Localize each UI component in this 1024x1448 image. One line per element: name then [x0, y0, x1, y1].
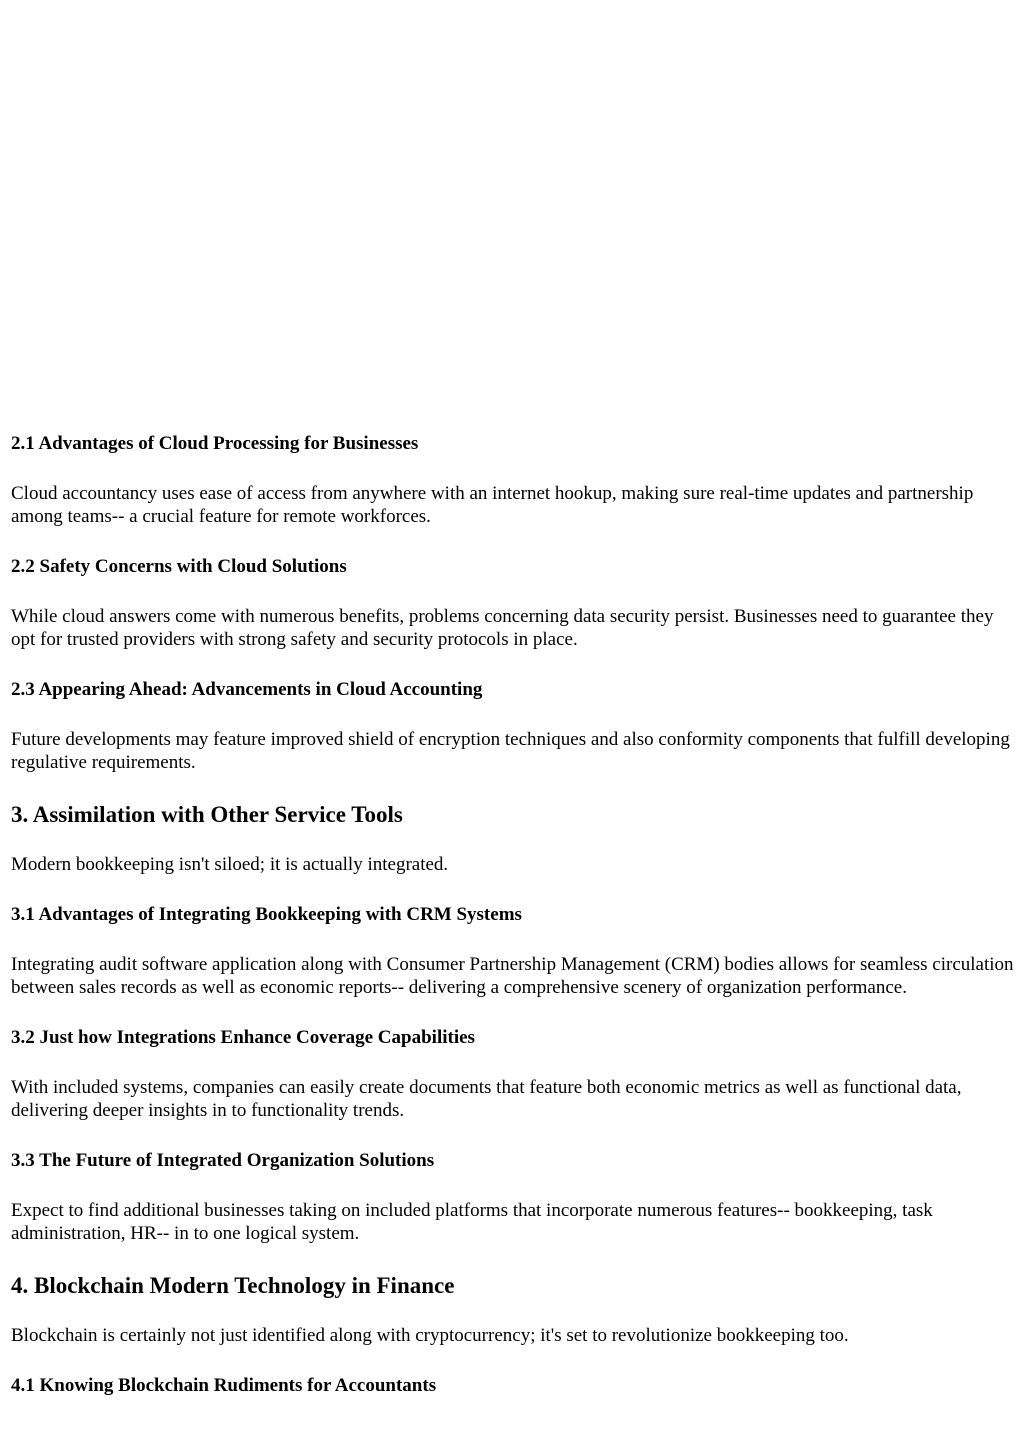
heading-4: 4. Blockchain Modern Technology in Finance	[11, 1273, 455, 1298]
paragraph-3-2: With included systems, companies can easily create documents that feature both economic metrics as well as functional data, delivering deeper insights in to functionality trends.	[11, 1077, 962, 1121]
paragraph-2-3: Future developments may feature improved shield of encryption techniques and also conformity components that fulfill developing regulative requirements.	[11, 729, 1010, 773]
heading-2-3: 2.3 Appearing Ahead: Advancements in Cloud Accounting	[11, 679, 483, 700]
paragraph-3-3: Expect to find additional businesses taking on included platforms that incorporate numerous features-- bookkeeping, task administration, HR-- in to one logical system.	[11, 1200, 933, 1244]
document-body	[11, 432, 1014, 1398]
heading-4-1: 4.1 Knowing Blockchain Rudiments for Accountants	[11, 1375, 437, 1396]
heading-3-3: 3.3 The Future of Integrated Organization Solutions	[11, 1150, 435, 1171]
paragraph-4-intro: Blockchain is certainly not just identified along with cryptocurrency; it's set to revolutionize bookkeeping too.	[11, 1325, 849, 1346]
heading-3-1: 3.1 Advantages of Integrating Bookkeeping with CRM Systems	[11, 904, 522, 925]
heading-3-2: 3.2 Just how Integrations Enhance Coverage Capabilities	[11, 1027, 475, 1048]
heading-2-2: 2.2 Safety Concerns with Cloud Solutions	[11, 556, 347, 577]
paragraph-2-1: Cloud accountancy uses ease of access from anywhere with an internet hookup, making sure real-time updates and partnership among teams-- a crucial feature for remote workforces.	[11, 483, 974, 527]
paragraph-3-1: Integrating audit software application along with Consumer Partnership Management (CRM) bodies allows for seamless circulation between sales records as well as economic reports-- delivering a comprehensive scenery of organization performance.	[11, 954, 1014, 998]
paragraph-2-2: While cloud answers come with numerous benefits, problems concerning data security persist. Businesses need to guarantee they opt for trusted providers with strong safety and security protocols in place.	[11, 606, 994, 650]
heading-3: 3. Assimilation with Other Service Tools	[11, 802, 403, 827]
heading-2-1: 2.1 Advantages of Cloud Processing for Businesses	[11, 433, 419, 454]
paragraph-3-intro: Modern bookkeeping isn't siloed; it is actually integrated.	[11, 854, 449, 875]
